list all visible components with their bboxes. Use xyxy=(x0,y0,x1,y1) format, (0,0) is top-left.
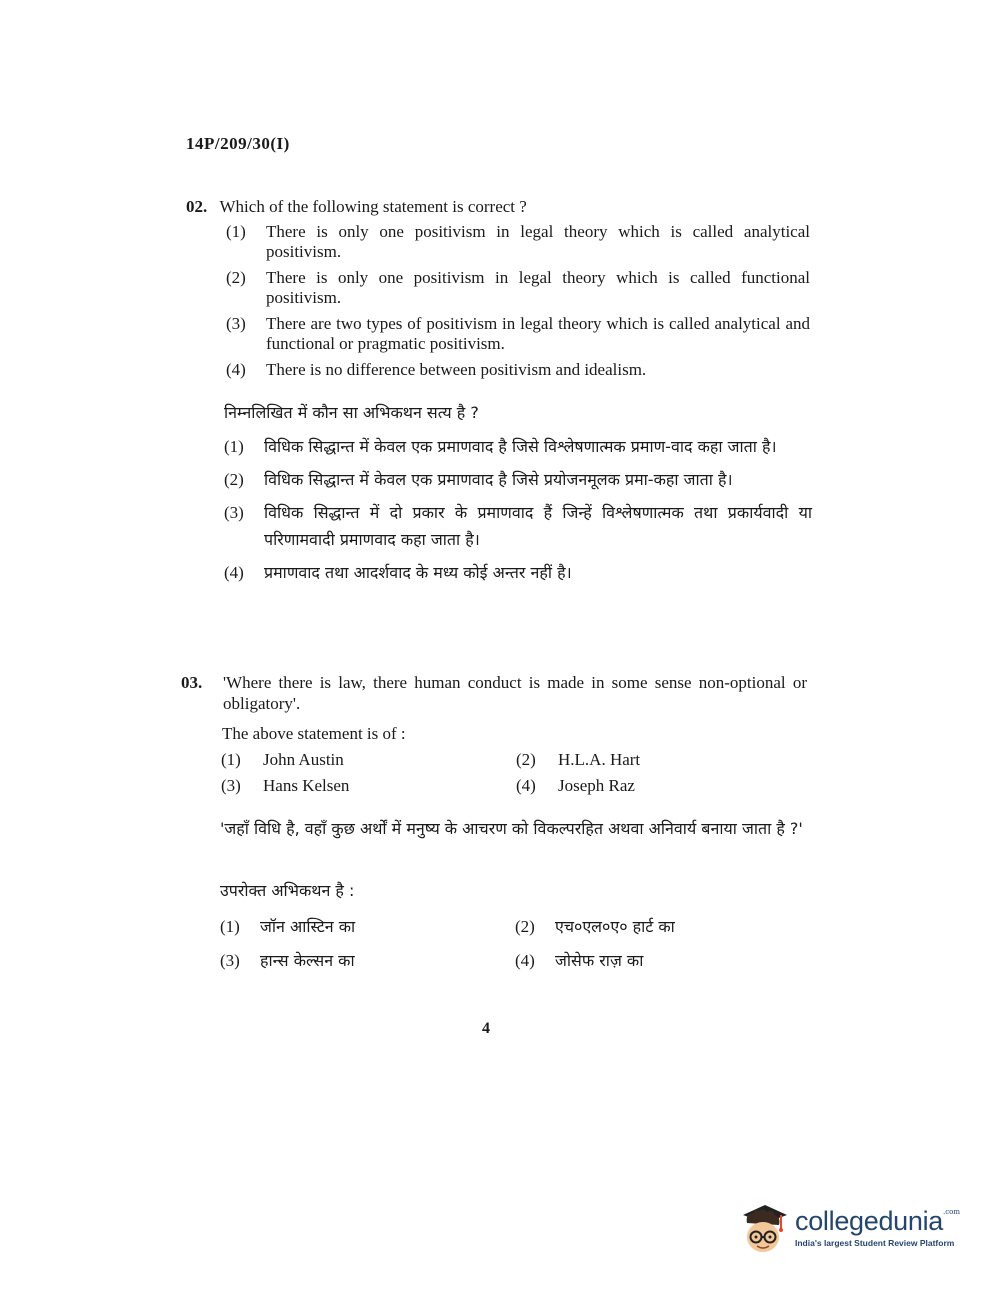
option-1-hi xyxy=(220,912,515,942)
question-text-en: 'Where there is law, there human conduct is made in some sense non-optional or obligatory'. xyxy=(223,673,807,713)
option-1 xyxy=(226,222,810,262)
option-text: There are two types of positivism in legal theory which is called analytical and functional or pragmatic positivism. xyxy=(266,314,810,353)
option-text: जोसेफ राज़ का xyxy=(555,951,644,970)
option-number: (2) xyxy=(226,268,246,287)
question-prompt-hi: उपरोक्त अभिकथन है : xyxy=(220,881,355,900)
option-3-hi xyxy=(220,946,515,976)
option-text: Hans Kelsen xyxy=(263,776,350,795)
option-number: (2) xyxy=(516,750,536,769)
q02-options-hi xyxy=(224,433,812,586)
option-3-hi xyxy=(224,499,812,553)
option-2-hi xyxy=(224,466,812,493)
option-text: विधिक सिद्धान्त में केवल एक प्रमाणवाद है जिसे विश्लेषणात्मक प्रमाण-वाद कहा जाता है। xyxy=(264,437,777,456)
option-number: (4) xyxy=(515,951,535,970)
option-1-hi xyxy=(224,433,812,460)
option-2-hi xyxy=(515,912,815,942)
option-text: एच०एल०ए० हार्ट का xyxy=(555,917,675,936)
option-number: (2) xyxy=(515,917,535,936)
option-number: (2) xyxy=(224,470,244,489)
option-text: जॉन आस्टिन का xyxy=(260,917,356,936)
option-number: (1) xyxy=(226,222,246,241)
option-text: There is only one positivism in legal theory which is called analytical positivism. xyxy=(266,222,810,261)
q02-options-en xyxy=(226,222,810,380)
option-text: Joseph Raz xyxy=(558,776,635,795)
option-number: (4) xyxy=(226,360,246,379)
question-number: 03. xyxy=(181,673,203,692)
option-4-hi xyxy=(224,559,812,586)
option-text: विधिक सिद्धान्त में केवल एक प्रमाणवाद है जिसे प्रयोजनमूलक प्रमा-कहा जाता है। xyxy=(264,470,733,489)
page-number: 4 xyxy=(482,1020,490,1037)
option-3 xyxy=(221,775,516,797)
option-number: (3) xyxy=(224,503,244,522)
option-4-hi xyxy=(515,946,815,976)
option-text: विधिक सिद्धान्त में दो प्रकार के प्रमाणवाद हैं जिन्हें विश्लेषणात्मक तथा प्रकार्यवादी या परिणामवादी प्रमाणवाद कहा जाता है। xyxy=(264,503,812,549)
option-text: प्रमाणवाद तथा आदर्शवाद के मध्य कोई अन्तर नहीं है। xyxy=(264,563,572,582)
option-text: H.L.A. Hart xyxy=(558,750,641,769)
option-number: (1) xyxy=(220,917,240,936)
logo-text xyxy=(795,1208,960,1248)
option-4 xyxy=(516,775,816,797)
question-text-en: Which of the following statement is correct ? xyxy=(219,197,527,216)
option-number: (3) xyxy=(220,951,240,970)
option-text: John Austin xyxy=(263,750,344,769)
option-number: (1) xyxy=(224,437,244,456)
q03-options-hi xyxy=(220,912,815,976)
q03-options-en xyxy=(221,749,816,797)
option-1 xyxy=(221,749,516,771)
option-3 xyxy=(226,314,810,354)
question-text-hi: निम्नलिखित में कौन सा अभिकथन सत्य है ? xyxy=(224,403,479,422)
mascot-icon xyxy=(737,1199,791,1257)
logo-tagline: India's largest Student Review Platform xyxy=(795,1238,955,1248)
paper-code: 14P/209/30(I) xyxy=(186,134,290,153)
question-03 xyxy=(181,672,807,714)
option-number: (3) xyxy=(221,776,241,795)
option-text: There is only one positivism in legal theory which is called functional positivism. xyxy=(266,268,810,307)
option-2 xyxy=(516,749,816,771)
option-number: (4) xyxy=(224,563,244,582)
logo-brand: collegedunia xyxy=(795,1206,944,1236)
option-number: (1) xyxy=(221,750,241,769)
question-number: 02. xyxy=(186,197,208,216)
option-text: हान्स केल्सन का xyxy=(260,951,355,970)
option-number: (4) xyxy=(516,776,536,795)
question-02 xyxy=(186,196,811,217)
option-2 xyxy=(226,268,810,308)
option-text: There is no difference between positivism and idealism. xyxy=(266,360,647,379)
question-prompt-en: The above statement is of : xyxy=(222,724,406,743)
option-number: (3) xyxy=(226,314,246,333)
option-4 xyxy=(226,360,810,380)
logo-com: .com xyxy=(943,1208,961,1216)
question-text-hi: 'जहाँ विधि है, वहाँ कुछ अर्थों में मनुष्य के आचरण को विकल्परहित अथवा अनिवार्य बनाया जाता है ?' xyxy=(220,819,803,838)
collegedunia-watermark xyxy=(737,1198,962,1258)
